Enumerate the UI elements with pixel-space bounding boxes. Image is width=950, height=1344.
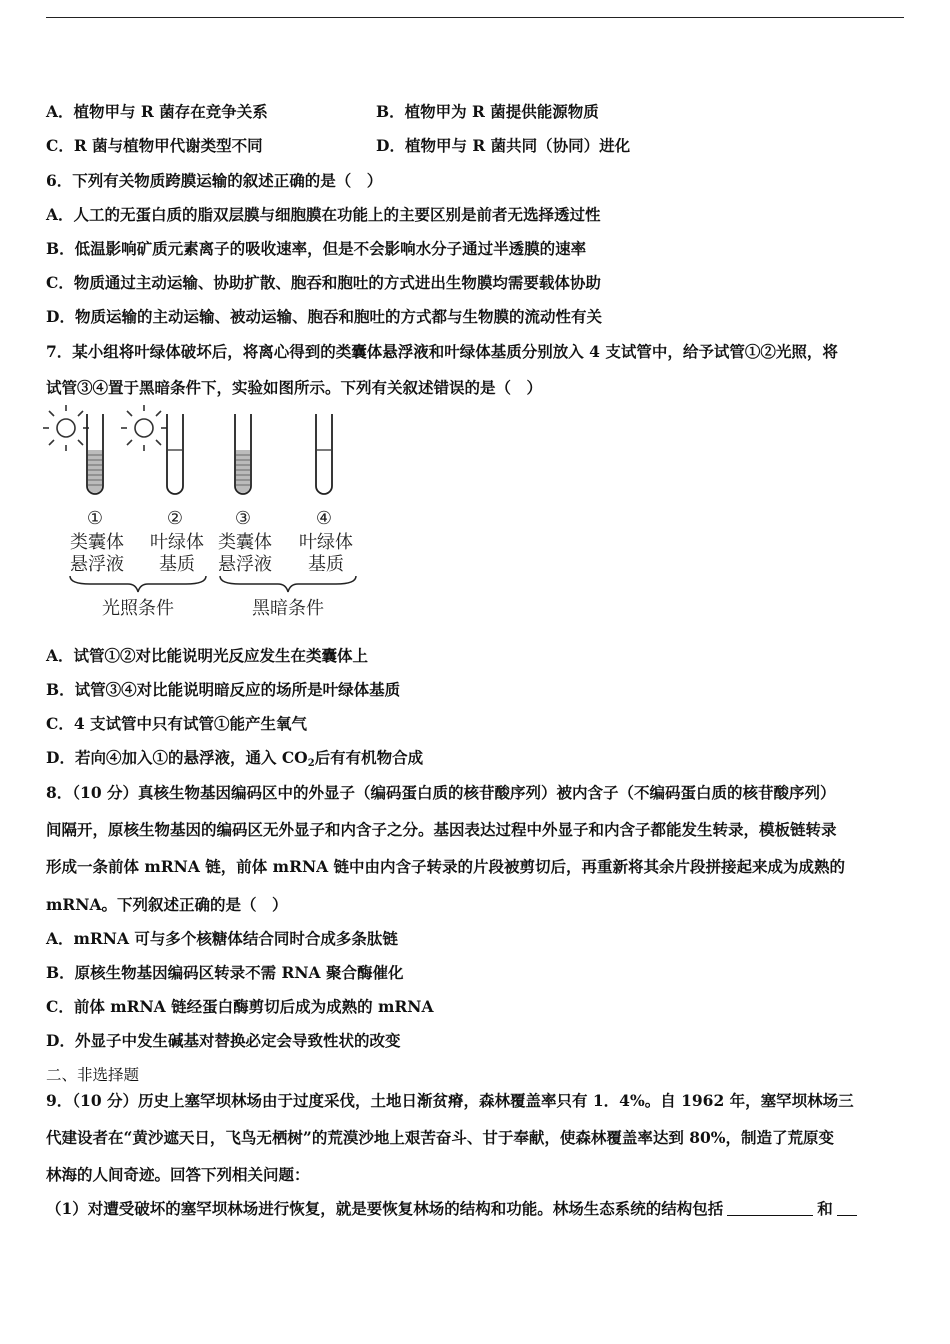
sun-icon-2 — [121, 405, 167, 451]
test-tube-4 — [316, 414, 332, 494]
group-label-light: 光照条件 — [102, 598, 174, 619]
q9-part1 — [46, 1199, 857, 1219]
q6-option-c: C．物质通过主动运输、协助扩散、胞吞和胞吐的方式进出生物膜均需要载体协助 — [46, 273, 601, 292]
tube-1-label-line1: 类囊体 — [70, 532, 124, 553]
q7-stem-line1: 7．某小组将叶绿体破坏后，将离心得到的类囊体悬浮液和叶绿体基质分别放入 4 支试管中，给予试管①②光照，将 — [46, 342, 838, 361]
tube-number-4: ④ — [315, 508, 333, 529]
q9-part1-text: （1）对遭受破坏的塞罕坝林场进行恢复，就是要恢复林场的结构和功能。林场生态系统的结构包括 — [46, 1199, 724, 1218]
q8-stem-line2: 间隔开，原核生物基因的编码区无外显子和内含子之分。基因表达过程中外显子和内含子都能发生转录，模板链转录 — [46, 820, 837, 839]
test-tube-3 — [235, 414, 251, 494]
q6-option-b: B．低温影响矿质元素离子的吸收速率，但是不会影响水分子通过半透膜的速率 — [46, 239, 587, 258]
tube-number-1: ① — [86, 508, 104, 529]
q7-option-d-text: D．若向④加入①的悬浮液，通入 CO — [46, 748, 308, 767]
q8-stem-line3: 形成一条前体 mRNA 链，前体 mRNA 链中由内含子转录的片段被剪切后，再重新将其余片段拼接起来成为成熟的 — [46, 857, 846, 876]
brace-light — [70, 576, 206, 592]
q8-option-d: D．外显子中发生碱基对替换必定会导致性状的改变 — [46, 1031, 401, 1050]
q9-stem-line3: 林海的人间奇迹。回答下列相关问题： — [46, 1165, 310, 1184]
q6-option-a: A．人工的无蛋白质的脂双层膜与细胞膜在功能上的主要区别是前者无选择透过性 — [46, 205, 601, 224]
q7-option-d — [46, 748, 423, 768]
tube-3-label-line2: 悬浮液 — [218, 554, 272, 575]
q7-option-c: C．4 支试管中只有试管①能产生氧气 — [46, 714, 308, 733]
tube-1-label-line2: 悬浮液 — [70, 554, 124, 575]
q7-option-d-subscript: 2 — [307, 758, 315, 769]
q9-stem-line2: 代建设者在“黄沙遮天日，飞鸟无栖树”的荒漠沙地上艰苦奋斗、甘于奉献，使森林覆盖率达到 80%，制造了荒原变 — [46, 1128, 835, 1147]
q8-stem-line1: 8．（10 分）真核生物基因编码区中的外显子（编码蛋白质的核苷酸序列）被内含子（不编码蛋白质的核苷酸序列） — [46, 783, 836, 802]
tube-number-3: ③ — [234, 508, 252, 529]
q8-stem-line4: mRNA。下列叙述正确的是（ ） — [46, 895, 288, 914]
header-rule — [46, 17, 904, 18]
brace-dark — [220, 576, 356, 592]
q9-stem-line1: 9．（10 分）历史上塞罕坝林场由于过度采伐，土地日渐贫瘠，森林覆盖率只有 1．4%。自 1962 年，塞罕坝林场三 — [46, 1091, 854, 1110]
tube-2-label-line2: 基质 — [159, 554, 195, 575]
tube-4-label-line1: 叶绿体 — [299, 532, 353, 553]
section-heading: 二、非选择题 — [46, 1066, 140, 1084]
tube-number-2: ② — [166, 508, 184, 529]
q5-option-c: C．R 菌与植物甲代谢类型不同 — [46, 136, 263, 155]
q8-option-a: A．mRNA 可与多个核糖体结合同时合成多条肽链 — [46, 929, 398, 948]
q8-option-c: C．前体 mRNA 链经蛋白酶剪切后成为成熟的 mRNA — [46, 997, 434, 1016]
q7-option-a: A．试管①②对比能说明光反应发生在类囊体上 — [46, 646, 369, 665]
q7-option-b: B．试管③④对比能说明暗反应的场所是叶绿体基质 — [46, 680, 401, 699]
q6-option-d: D．物质运输的主动运输、被动运输、胞吞和胞吐的方式都与生物膜的流动性有关 — [46, 307, 602, 326]
test-tube-2 — [167, 414, 183, 494]
test-tube-1 — [87, 414, 103, 494]
q9-part1-and: 和 — [817, 1199, 833, 1218]
answer-blank-1[interactable] — [727, 1201, 813, 1216]
q8-option-b: B．原核生物基因编码区转录不需 RNA 聚合酶催化 — [46, 963, 404, 982]
q7-option-d-text-end: 后有有机物合成 — [314, 748, 424, 767]
q5-option-b: B．植物甲为 R 菌提供能源物质 — [376, 102, 599, 121]
q6-stem: 6．下列有关物质跨膜运输的叙述正确的是（ ） — [46, 171, 383, 190]
q5-option-a: A．植物甲与 R 菌存在竞争关系 — [46, 102, 268, 121]
tube-3-label-line1: 类囊体 — [218, 532, 272, 553]
tube-4-label-line2: 基质 — [308, 554, 344, 575]
sun-icon-1 — [43, 405, 89, 451]
test-tube-figure — [40, 402, 370, 624]
tube-2-label-line1: 叶绿体 — [150, 532, 204, 553]
q7-stem-line2: 试管③④置于黑暗条件下，实验如图所示。下列有关叙述错误的是（ ） — [46, 378, 543, 397]
answer-blank-2[interactable] — [837, 1201, 857, 1216]
group-label-dark: 黑暗条件 — [252, 598, 324, 619]
q5-option-d: D．植物甲与 R 菌共同（协同）进化 — [376, 136, 631, 155]
